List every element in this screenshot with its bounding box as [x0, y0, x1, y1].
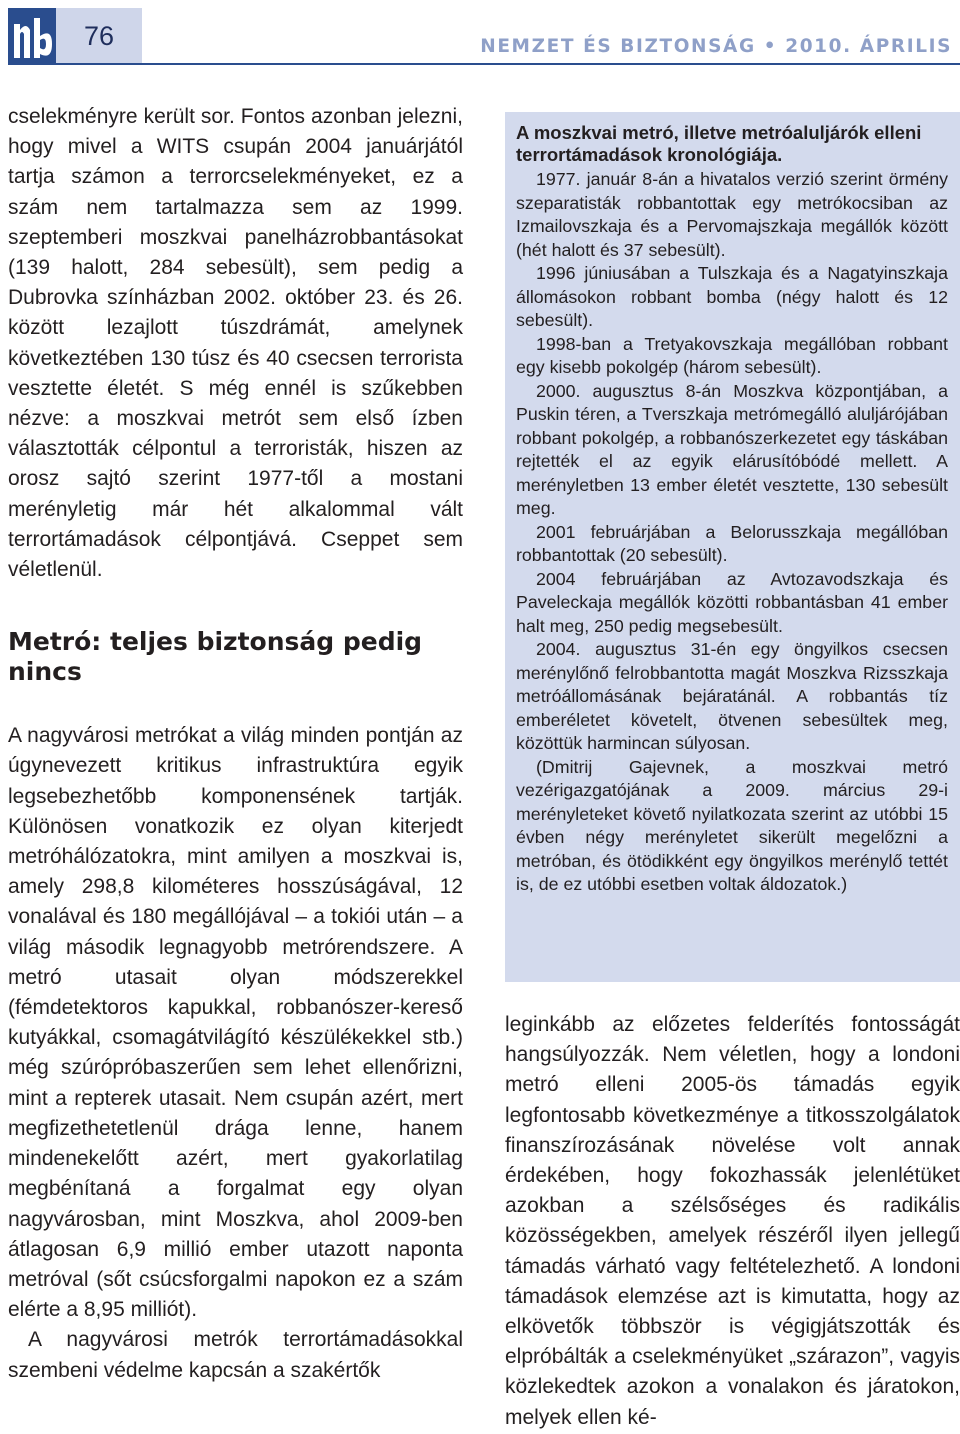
right-paragraph-1: leginkább az előzetes felderítés fontosságát hangsúlyozzák. Nem véletlen, hogy a londoni metró elleni 2005-ös támadás egyik legfontosabb következménye a titkosszolgálatok finanszírozásának növelése volt annak érdekében, hogy fokozhassák jelenlétüket azokban a szélsőséges és radikális közösségekben, amelyek részéről ilyen jellegű támadás várható vagy feltételezhető. A londoni támadások elemzése azt is kimutatta, hogy az elkövetők többször is végigjátszották és elpróbálták a cselekményüket „szárazon”, vagyis közlekedtek azokon a vonalakon és járatokon, melyek ellen ké- [505, 1013, 960, 1429]
left-paragraph-3: A nagyvárosi metrók terrortámadásokkal szembeni védelme kapcsán a szakértők [8, 1328, 463, 1382]
sidebar-entry: 2004 februárjában az Avtozavodszkaja és Paveleckaja megállók közötti robbantásban 41 ember halt meg, 250 pedig megsebesült. [516, 568, 948, 636]
page-number: 76 [83, 20, 115, 51]
left-paragraph-2: A nagyvárosi metrókat a világ minden pontján az úgynevezett kritikus infrastruktúra egyik legsebezhetőbb komponensének tartják. Különösen vonatkozik ez olyan kiterjedt metróhálózatokra, mint amilyen a moszkvai is, amely 298,8 kilométeres hosszúságával, 12 vonalával és 180 megállójával – a tokiói után – a világ második legnagyobb metrórendszere. A metró utasait olyan módszerekkel (fémdetektoros kapukkal, robbanószer-kereső kutyákkal, csomagátvilágító készülékekkel stb.) még szúrópróbaszerűen sem lehet ellenőrizni, mint a repterek utasait. Nem csupán azért, mert megfizethetetlenül drága lenne, hanem mindenekelőtt azért, mert gyakorlatilag megbénítaná a forgalmat egy olyan nagyvárosban, mint Moszkva, ahol 2009-ben átlagosan 6,9 millió ember utazott naponta metróval (sőt csúcsforgalmi napokon ez a szám elérte a 8,95 milliót). [8, 724, 463, 1322]
sidebar-entry: 2000. augusztus 8-án Moszkva központjában, a Puskin téren, a Tverszkaja metrómegálló aluljárójában robbant pokolgép, a robbanószerkezetet egy táskában rejtették el az egyik elárusítóbódé mellett. A merényletben 13 ember életét vesztette, 130 sebesült meg. [516, 380, 948, 518]
right-column [505, 1010, 960, 1433]
page-number-box [56, 8, 142, 64]
sidebar-entry: 1996 júniusában a Tulszkaja és a Nagatyinszkaja állomásokon robbant bomba (négy halott és 12 sebesült). [516, 263, 948, 330]
sidebar-entry: 2004. augusztus 31-én egy öngyilkos csecsen merénylőnő felrobbantotta magát Moszkva Rizsszkaja metróállomásának bejáratánál. A robbantás tíz emberéletet követelt, ötvenen sebesültek meg, közöttük harmincan súlyosan. [516, 639, 948, 753]
left-column [8, 102, 463, 1386]
sidebar-entry: (Dmitrij Gajevnek, a moszkvai metró vezérigazgatójának a 2009. március 29-i merényleteket követő nyilatkozata szerint az utóbbi 15 évben négy merényletet sikerült megelőzni a metróban, és ötödikként egy öngyilkos merénylő tettét is, de ez utóbbi esetben voltak áldozatok.) [516, 756, 948, 894]
page-header [0, 0, 960, 70]
chronology-sidebar [505, 112, 960, 982]
sidebar-entry: 1998-ban a Tretyakovszkaja megállóban robbant egy kisebb pokolgép (három sebesült). [516, 333, 948, 377]
left-paragraph-1: cselekményre került sor. Fontos azonban jelezni, hogy mivel a WITS csupán 2004 januárjától tartja számon a terrorcselekményeket, ez a szám nem tartalmazza sem az 1999. szeptemberi moszkvai panelházrobbantásokat (139 halott, 284 sebesült), sem pedig a Dubrovka színházban 2002. október 23. és 26. között lezajlott túszdrámát, amelynek következtében 130 túsz és 40 csecsen terrorista vesztette életét. S még ennél is szűkebben nézve: a moszkvai metrót sem első ízben választották célpontul a terroristák, hiszen az orosz sajtó szerint 1977-től a mostani merényletig már hét alkalommal vált terrortámadások célpontjává. Cseppet sem véletlenül. [8, 105, 463, 582]
header-divider [8, 63, 960, 65]
sidebar-entry: 1977. január 8-án a hivatalos verzió szerint örmény szeparatisták robbantottak egy metrókocsiban az Izmailovszkaja és a Pervomajszkaja megállók között (hét halott és 37 sebesült). [516, 169, 948, 260]
sidebar-title: A moszkvai metró, illetve metróaluljárók elleni terrortámadások kronológiája. [516, 122, 922, 165]
running-head: NEMZET ÉS BIZTONSÁG • 2010. ÁPRILIS [480, 36, 952, 57]
section-heading: Metró: teljes biztonság pedig nincs [8, 627, 423, 687]
publication-logo [8, 8, 56, 64]
sidebar-entry: 2001 februárjában a Belorusszkaja megállóban robbantottak (20 sebesült). [516, 521, 948, 565]
